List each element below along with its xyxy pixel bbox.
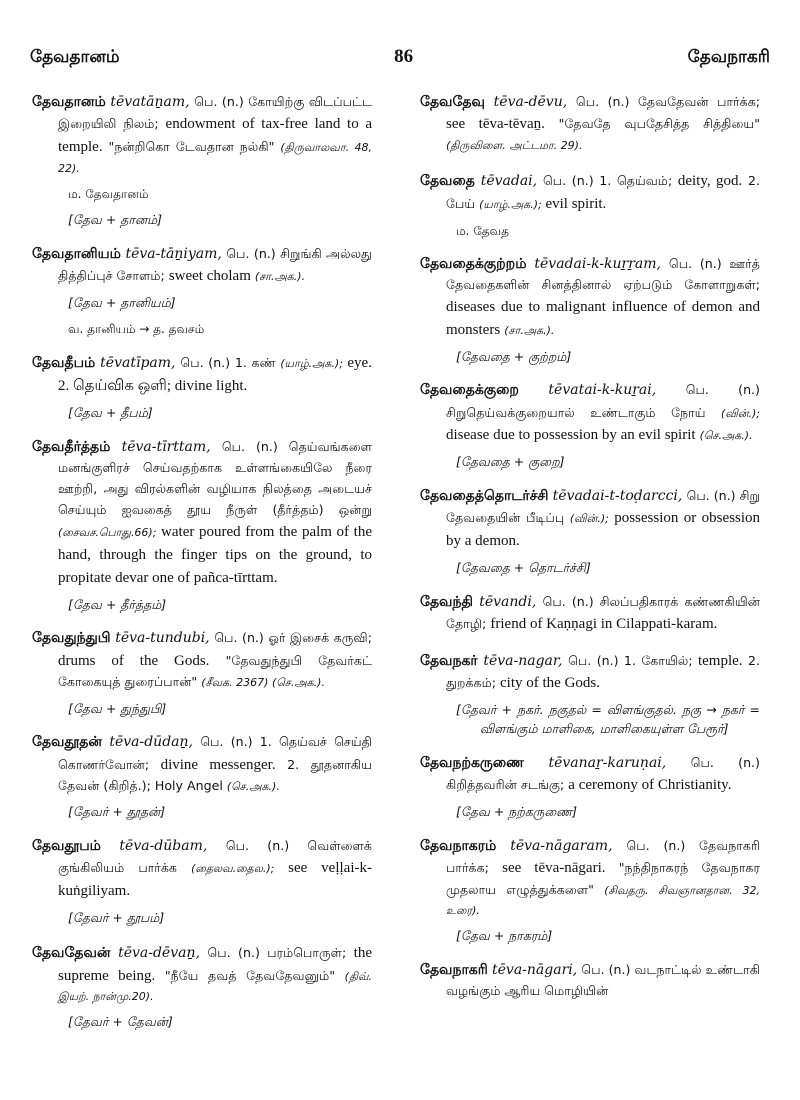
headword: தேவதீபம் bbox=[32, 355, 96, 372]
transliteration: tēvadai-k-kuṟṟam, bbox=[534, 255, 661, 272]
running-head-left-word: தேவதானம் bbox=[30, 47, 120, 67]
tamil-definition: பெ. (n.) வெள்ளைக் குங்கிலியம் பார்க்க bbox=[58, 838, 372, 876]
tamil-definition: பெ. (n.) சிலப்பதிகாரக் கண்ணகியின் தோழி; bbox=[446, 593, 760, 631]
cognate-note: ம. தேவதானம் bbox=[68, 186, 149, 201]
entry-tevataanam bbox=[32, 92, 372, 179]
etymology-note: [தேவ + நாகரம்] bbox=[456, 927, 553, 943]
transliteration: tēvadai, bbox=[480, 173, 538, 190]
etymology-note: [தேவ + தானம்] bbox=[68, 211, 163, 227]
transliteration: tēva-tundubi, bbox=[115, 630, 210, 647]
transliteration: tēvatai-k-kuṟai, bbox=[548, 382, 657, 399]
english-definition: possession or obsession by a demon. bbox=[446, 510, 760, 550]
tamil-definition: பெ. (n.) சிறுங்கி அல்லது தித்திப்புச் சோளம்; bbox=[58, 245, 372, 283]
etymology-note: [தேவ + தானியம்] bbox=[68, 294, 176, 310]
tamil-definition: பெ. (n.) கிறித்தவரின் சடங்கு; bbox=[446, 754, 760, 793]
entry-tevadai-k-kurram bbox=[420, 254, 760, 342]
headword: தேவதை bbox=[420, 173, 475, 190]
transliteration: tēvadai-t-toḍarcci, bbox=[552, 488, 683, 504]
entry-tevatiipam bbox=[32, 352, 372, 398]
headword: தேவதைக்குறை bbox=[420, 382, 519, 399]
transliteration: tēva-tīrttam, bbox=[121, 438, 211, 455]
entry-tevatai-k-kurai bbox=[420, 380, 760, 447]
english-definition: see veḷḷai-k-kuṅgiliyam. bbox=[58, 860, 372, 900]
transliteration: tēva-dūbam, bbox=[119, 838, 208, 855]
source-citation: (யாழ்.அக.); bbox=[280, 357, 343, 371]
left-column bbox=[32, 92, 372, 1092]
entry-tevatundubi bbox=[32, 628, 372, 693]
cognate-note: வ. தானியம் → த. தவசம் bbox=[68, 322, 205, 337]
transliteration: tēvanaṟ-karuṇai, bbox=[548, 754, 667, 771]
tamil-definition: பெ. (n.) 1. கோயில்; bbox=[568, 652, 698, 668]
entry-tevaduubam bbox=[32, 836, 372, 903]
quotation: "நந்திநாகரந் தேவநாகர முதலாய எழுத்துக்களை" bbox=[446, 859, 760, 897]
tamil-definition: பெ. (n.) ஊர்த் தேவதைகளின் சினத்தினால் ஏற்படும் கோளாறுகள்; bbox=[446, 255, 760, 292]
headword: தேவந்தி bbox=[420, 593, 473, 610]
headword: தேவதைக்குற்றம் bbox=[420, 255, 527, 272]
transliteration: tēva-dēvaṉ, bbox=[118, 944, 200, 961]
second-sense: 2. தூதனாகிய தேவன் (கிறித்.); Holy Angel bbox=[58, 756, 372, 794]
headword: தேவதீர்த்தம் bbox=[32, 438, 111, 455]
english-definition-2: evil spirit. bbox=[541, 195, 607, 212]
english-definition: water poured from the palm of the hand, through the finger tips on the ground, to propitate devar one of pañca-tīrttam. bbox=[58, 524, 372, 586]
etymology-note: [தேவ + நற்கருணை] bbox=[456, 803, 577, 819]
entry-tevadevan bbox=[32, 942, 372, 1008]
transliteration: tēva-nagar, bbox=[483, 652, 563, 669]
source-citation: (சா.அக.). bbox=[254, 269, 306, 283]
etymology-note: [தேவ + தீபம்] bbox=[68, 405, 153, 421]
entry-tevadai bbox=[420, 170, 760, 216]
headword: தேவநாகரி bbox=[420, 961, 488, 978]
etymology-note: [தேவதை + குறை] bbox=[456, 454, 565, 470]
etymology-note: [தேவ + தீர்த்தம்] bbox=[68, 596, 167, 612]
transliteration: tēva-dūdaṉ, bbox=[109, 734, 193, 751]
transliteration: tēvandi, bbox=[479, 593, 537, 610]
source-citation: (திருவாலவா. 48, 22). bbox=[58, 141, 372, 175]
source-citation: (சிவதரு. சிவஞானதான. 32, உரை). bbox=[446, 883, 760, 917]
english-definition: divine messenger. bbox=[160, 756, 276, 773]
tamil-definition: பெ. (n.) 1. தெய்வம்; bbox=[542, 173, 678, 189]
source-citation: (யாழ்.அக.); bbox=[479, 197, 542, 211]
source-citation: (திவ். இயற். நான்மு.20). bbox=[58, 969, 372, 1004]
english-definition: temple. bbox=[697, 652, 743, 669]
headword: தேவநகர் bbox=[420, 652, 478, 669]
quotation: "தேவதுந்துபி தேவர்கட் கோகையுத் துரைப்பான்" bbox=[58, 652, 372, 690]
quotation: "நீயே தவத் தேவதேவனும்" bbox=[155, 967, 345, 983]
quotation: "நன்றிகொ டேவதான நல்கி" bbox=[102, 139, 281, 155]
english-definition: deity, god. bbox=[677, 173, 743, 190]
transliteration: tēva-nāgaram, bbox=[510, 837, 613, 854]
etymology-note: [தேவதை + குற்றம்] bbox=[456, 348, 572, 364]
source-citation: (செ.அக.). bbox=[226, 780, 280, 794]
source-citation: (திருவிளை. அட்டமா. 29). bbox=[446, 139, 583, 153]
entry-tevanagar bbox=[420, 650, 760, 696]
quotation: "தேவதே வுபதேசித்த சித்தியை" bbox=[544, 116, 760, 132]
transliteration: tēvatāṉam, bbox=[110, 94, 190, 110]
tamil-definition: பெ. (n.) சிறுதெய்வக்குறையால் உண்டாகும் நோய் bbox=[446, 382, 760, 420]
headword: தேவதூதன் bbox=[32, 734, 102, 751]
english-definition: eye. 2. தெய்விக ஒளி; divine light. bbox=[58, 355, 372, 395]
headword: தேவதானியம் bbox=[32, 245, 121, 262]
right-column bbox=[420, 92, 760, 1092]
transliteration: tēvatīpam, bbox=[100, 355, 176, 372]
headword: தேவநற்கருணை bbox=[420, 754, 524, 771]
transliteration: tēva-tāṉiyam, bbox=[125, 245, 222, 262]
headword: தேவதூபம் bbox=[32, 838, 101, 855]
entry-tevaduudan bbox=[32, 732, 372, 797]
headword: தேவதுந்துபி bbox=[32, 630, 111, 647]
source-citation: (வின்.); bbox=[721, 406, 760, 420]
english-definition: the supreme being. bbox=[58, 944, 372, 984]
english-definition: friend of Kaṇṇagi in Cilappati-karam. bbox=[490, 615, 718, 632]
tamil-definition: பெ. (n.) கோயிற்கு விடப்பட்ட இறையிலி நிலம்; bbox=[58, 94, 372, 132]
headword: தேவதேவன் bbox=[32, 944, 111, 961]
entry-tevanagari bbox=[420, 960, 760, 1002]
etymology-note: [தேவதை + தொடர்ச்சி] bbox=[456, 559, 591, 575]
tamil-definition: பெ. (n.) தேவநாகரி பார்க்க; bbox=[446, 837, 760, 875]
etymology-note: [தேவர் + தூதன்] bbox=[68, 804, 166, 820]
entry-tevadevu bbox=[420, 92, 760, 156]
tamil-definition: பெ. (n.) பரம்பொருள்; bbox=[207, 944, 354, 960]
english-definition: diseases due to malignant influence of demon and monsters bbox=[446, 299, 760, 338]
entry-tevandi bbox=[420, 592, 760, 636]
etymology-note: [தேவர் + தேவன்] bbox=[68, 1014, 173, 1030]
english-definition: disease due to possession by an evil spirit bbox=[446, 427, 696, 444]
source-citation: (வின்.); bbox=[569, 512, 609, 526]
etymology-note: [தேவ + துந்துபி] bbox=[68, 700, 167, 716]
source-citation: (தைலவ.தைல.); bbox=[191, 862, 275, 876]
second-sense: 2. துறக்கம்; bbox=[446, 652, 760, 691]
tamil-definition: பெ. (n.) 1. கண் bbox=[180, 355, 281, 371]
tamil-definition: பெ. (n.) தெய்வங்களை மனங்குளிரச் செய்வதற்காக உள்ளங்கையிலே நீரை ஊற்றி, அது விரல்களின் வழியாக நிலத்தை அடையச் செய்யும் ஐவகைத் தூய நீருள் (தீர்த்தம்) ஒன்று bbox=[58, 438, 372, 518]
english-definition: drums of the Gods. bbox=[58, 652, 210, 669]
page-number: 86 bbox=[394, 46, 414, 67]
entry-tevataaniyam bbox=[32, 244, 372, 288]
source-citation: (சைவச.பொது.66); bbox=[58, 526, 157, 540]
entry-tevatiirttam bbox=[32, 437, 372, 590]
running-head-right-word: தேவநாகரி bbox=[687, 47, 770, 67]
entry-tevanar-karunai bbox=[420, 753, 760, 797]
tamil-definition: பெ. (n.) தேவதேவன் பார்க்க; bbox=[575, 94, 760, 109]
source-citation-2: (செ.அக.). bbox=[699, 429, 753, 443]
entry-tevanagaram bbox=[420, 836, 760, 921]
tamil-definition: பெ. (n.) சிறு தேவதையின் பீடிப்பு bbox=[446, 488, 760, 526]
tamil-definition: பெ. (n.) வடநாட்டில் உண்டாகி வழங்கும் ஆரிய மொழியின் bbox=[446, 961, 760, 998]
cognate-note: ம. தேவத bbox=[456, 223, 509, 238]
transliteration: tēva-nāgari, bbox=[492, 961, 578, 978]
english-definition: sweet cholam bbox=[168, 267, 251, 284]
source-citation: (சா.அக.). bbox=[504, 323, 555, 337]
etymology-note: [தேவர் + தூபம்] bbox=[68, 910, 165, 926]
entry-tevadai-t-todarcci bbox=[420, 486, 760, 553]
english-definition-2: city of the Gods. bbox=[500, 675, 600, 692]
tamil-definition: பெ. (n.) 1. தெய்வச் செய்தி கொணர்வோன்; bbox=[58, 734, 372, 772]
english-definition: a ceremony of Christianity. bbox=[568, 777, 732, 794]
english-definition: endowment of tax-free land to a temple. bbox=[58, 116, 372, 156]
transliteration: tēva-dēvu, bbox=[493, 94, 568, 110]
second-sense: 2. பேய் bbox=[446, 173, 760, 211]
running-head bbox=[30, 46, 770, 76]
english-definition: see tēva-nāgari. bbox=[502, 859, 606, 876]
english-definition: see tēva-tēvaṉ. bbox=[446, 116, 545, 133]
headword: தேவதேவு bbox=[420, 94, 485, 110]
source-citation: (சீவக. 2367) (செ.அக.). bbox=[201, 676, 325, 690]
headword: தேவநாகரம் bbox=[420, 837, 497, 854]
headword: தேவதானம் bbox=[32, 94, 106, 110]
headword: தேவதைத்தொடர்ச்சி bbox=[420, 488, 549, 504]
tamil-definition: பெ. (n.) ஓர் இசைக் கருவி; bbox=[214, 630, 372, 646]
etymology-note: [தேவர் + நகர். நகுதல் = விளங்குதல். நகு → நகர் = விளங்கும் மாளிகை, மாளிகையுள்ள பேரூர்] bbox=[456, 702, 760, 737]
